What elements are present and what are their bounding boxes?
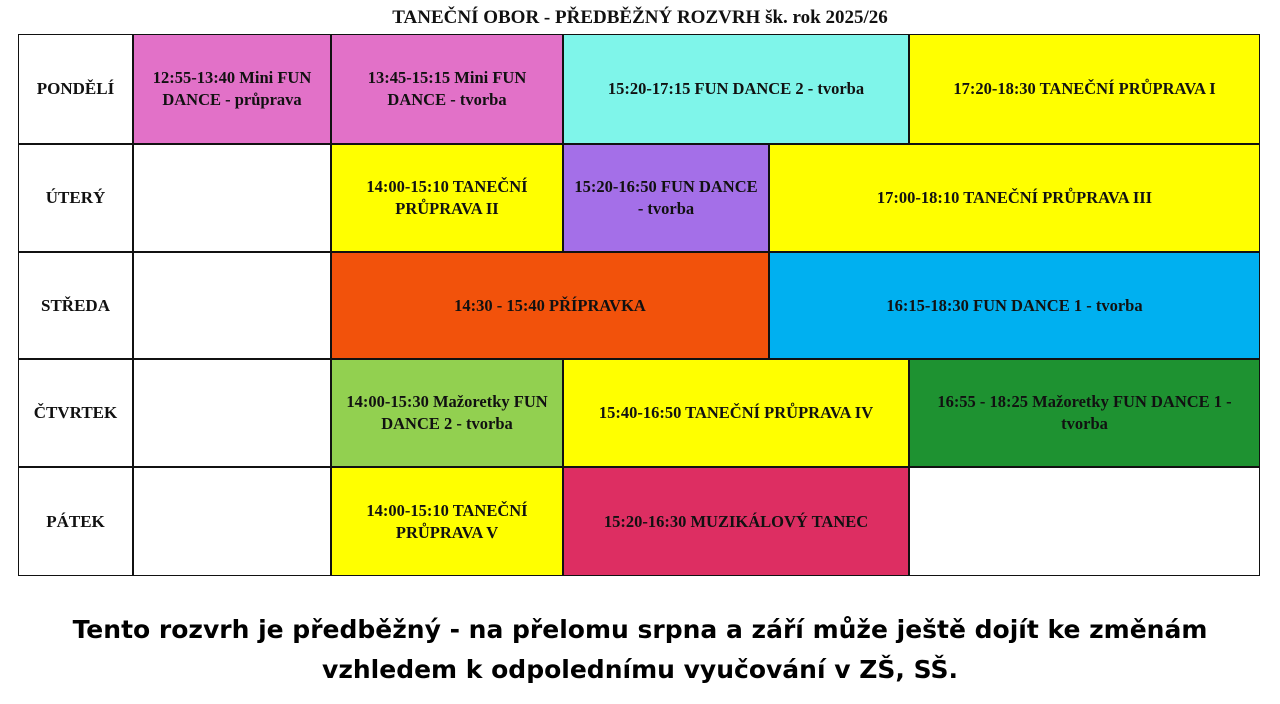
lesson-tue-tanecni-pruprava-2: 14:00-15:10 TANEČNÍ PRŮPRAVA II — [331, 144, 563, 252]
day-label-tuesday: ÚTERÝ — [18, 144, 133, 252]
empty-slot — [133, 252, 331, 359]
day-label-monday: PONDĚLÍ — [18, 34, 133, 144]
day-label-thursday: ČTVRTEK — [18, 359, 133, 467]
lesson-tue-fun-dance-tvorba: 15:20-16:50 FUN DANCE - tvorba — [563, 144, 769, 252]
empty-slot — [133, 144, 331, 252]
lesson-mon-mini-fun-dance-tvorba: 13:45-15:15 Mini FUN DANCE - tvorba — [331, 34, 563, 144]
lesson-thu-tanecni-pruprava-4: 15:40-16:50 TANEČNÍ PRŮPRAVA IV — [563, 359, 909, 467]
schedule-disclaimer — [0, 610, 1280, 690]
lesson-fri-muzikalovy-tanec: 15:20-16:30 MUZIKÁLOVÝ TANEC — [563, 467, 909, 576]
lesson-thu-mazoretky-fun-dance-2: 14:00-15:30 Mažoretky FUN DANCE 2 - tvorba — [331, 359, 563, 467]
lesson-mon-tanecni-pruprava-1: 17:20-18:30 TANEČNÍ PRŮPRAVA I — [909, 34, 1260, 144]
empty-slot — [909, 467, 1260, 576]
lesson-tue-tanecni-pruprava-3: 17:00-18:10 TANEČNÍ PRŮPRAVA III — [769, 144, 1260, 252]
lesson-wed-fun-dance-1-tvorba: 16:15-18:30 FUN DANCE 1 - tvorba — [769, 252, 1260, 359]
lesson-wed-pripravka: 14:30 - 15:40 PŘÍPRAVKA — [331, 252, 769, 359]
empty-slot — [133, 359, 331, 467]
day-label-friday: PÁTEK — [18, 467, 133, 576]
disclaimer-line-2: vzhledem k odpolednímu vyučování v ZŠ, SŠ. — [322, 655, 958, 684]
lesson-mon-fun-dance-2-tvorba: 15:20-17:15 FUN DANCE 2 - tvorba — [563, 34, 909, 144]
lesson-fri-tanecni-pruprava-5: 14:00-15:10 TANEČNÍ PRŮPRAVA V — [331, 467, 563, 576]
disclaimer-line-1: Tento rozvrh je předběžný - na přelomu srpna a září může ještě dojít ke změnám — [72, 615, 1208, 644]
lesson-thu-mazoretky-fun-dance-1: 16:55 - 18:25 Mažoretky FUN DANCE 1 - tvorba — [909, 359, 1260, 467]
schedule-table — [18, 34, 1260, 576]
empty-slot — [133, 467, 331, 576]
day-label-wednesday: STŘEDA — [18, 252, 133, 359]
page-title: TANEČNÍ OBOR - PŘEDBĚŽNÝ ROZVRH šk. rok 2025/26 — [392, 7, 888, 28]
lesson-mon-mini-fun-dance-pruprava: 12:55-13:40 Mini FUN DANCE - průprava — [133, 34, 331, 144]
